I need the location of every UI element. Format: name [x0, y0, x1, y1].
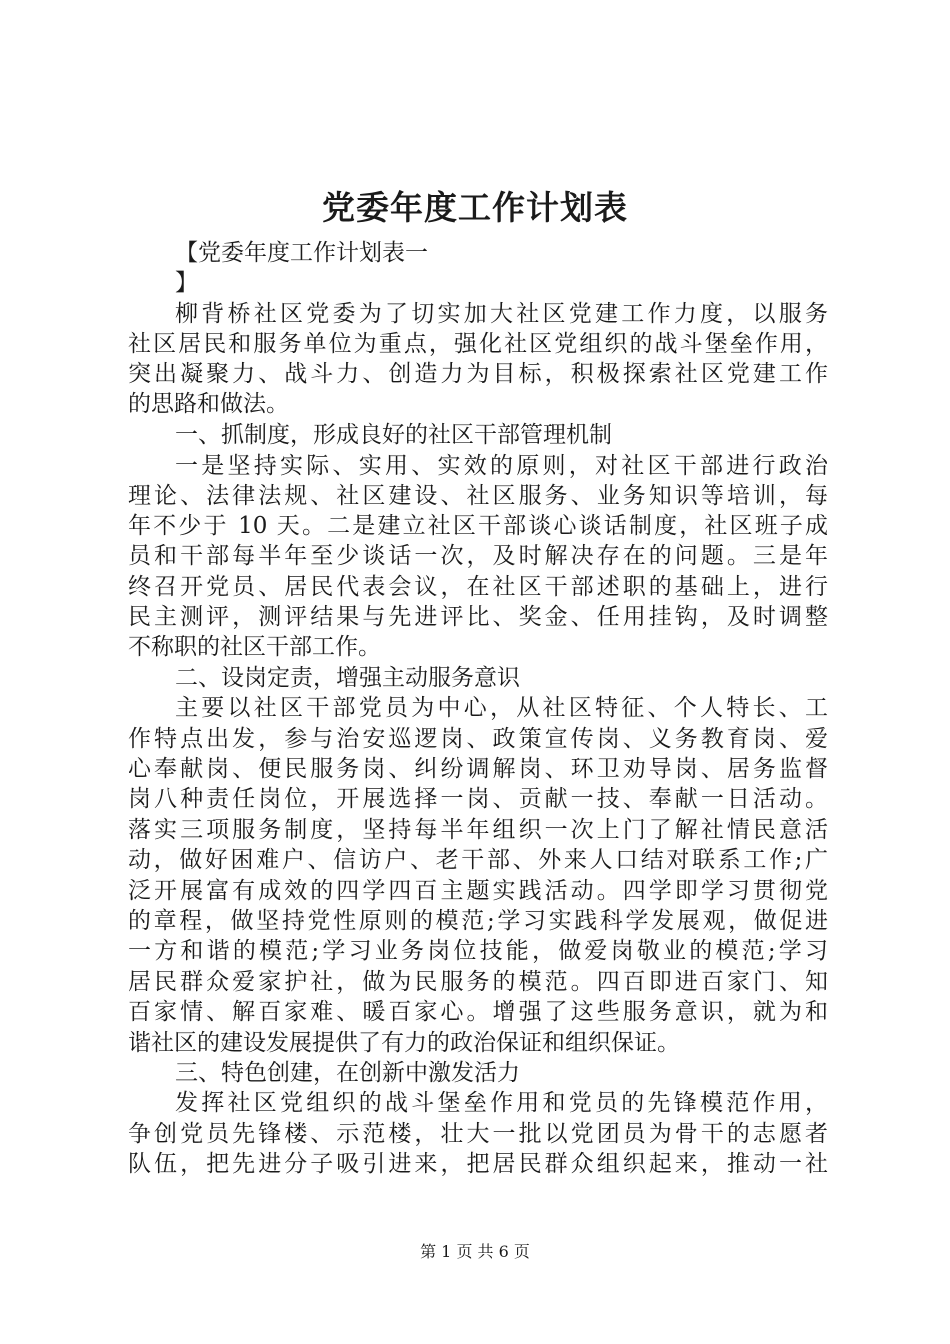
subtitle-line: 】: [175, 270, 198, 296]
paragraph-line: 争创党员先锋楼、示范楼，壮大一批以党团员为骨干的志愿者: [128, 1121, 828, 1147]
paragraph-line: 泛开展富有成效的四学四百主题实践活动。四学即学习贯彻党: [128, 878, 828, 904]
paragraph-line: 的思路和做法。: [128, 391, 289, 417]
section-heading: 一、抓制度，形成良好的社区干部管理机制: [175, 422, 612, 448]
paragraph-line: 一方和谐的模范;学习业务岗位技能，做爱岗敬业的模范;学习: [128, 938, 828, 964]
paragraph-line: 民主测评，测评结果与先进评比、奖金、任用挂钩，及时调整: [128, 604, 828, 630]
paragraph-line: 柳背桥社区党委为了切实加大社区党建工作力度，以服务: [175, 301, 828, 327]
paragraph-line: 心奉献岗、便民服务岗、纠纷调解岗、环卫劝导岗、居务监督: [128, 756, 828, 782]
section-heading: 二、设岗定责，增强主动服务意识: [175, 665, 520, 691]
paragraph-line: 员和干部每半年至少谈话一次，及时解决存在的问题。三是年: [128, 543, 828, 569]
paragraph-line: 居民群众爱家护社，做为民服务的模范。四百即进百家门、知: [128, 969, 828, 995]
paragraph-line: 理论、法律法规、社区建设、社区服务、业务知识等培训，每: [128, 483, 828, 509]
paragraph-line: 不称职的社区干部工作。: [128, 634, 381, 660]
page-footer: 第 1 页 共 6 页: [420, 1242, 530, 1261]
paragraph-line: 的章程，做坚持党性原则的模范;学习实践科学发展观，做促进: [128, 908, 828, 934]
page-title: 党委年度工作计划表: [322, 188, 628, 227]
paragraph-line: 一是坚持实际、实用、实效的原则，对社区干部进行政治: [175, 453, 828, 479]
paragraph-line: 终召开党员、居民代表会议，在社区干部述职的基础上，进行: [128, 574, 828, 600]
paragraph-line: 主要以社区干部党员为中心，从社区特征、个人特长、工: [175, 695, 828, 721]
section-heading: 三、特色创建，在创新中激发活力: [175, 1060, 520, 1086]
paragraph-line: 岗八种责任岗位，开展选择一岗、贡献一技、奉献一日活动。: [128, 786, 828, 812]
paragraph-line: 发挥社区党组织的战斗堡垒作用和党员的先锋模范作用，: [175, 1090, 828, 1116]
subtitle-line: 【党委年度工作计划表一: [175, 240, 428, 266]
paragraph-line: 队伍，把先进分子吸引进来，把居民群众组织起来，推动一社: [128, 1151, 828, 1177]
paragraph-line: 落实三项服务制度，坚持每半年组织一次上门了解社情民意活: [128, 817, 828, 843]
paragraph-line: 动，做好困难户、信访户、老干部、外来人口结对联系工作;广: [128, 847, 828, 873]
paragraph-line: 百家情、解百家难、暖百家心。增强了这些服务意识，就为和: [128, 999, 828, 1025]
paragraph-line: 作特点出发，参与治安巡逻岗、政策宣传岗、义务教育岗、爱: [128, 726, 828, 752]
paragraph-line: 谐社区的建设发展提供了有力的政治保证和组织保证。: [128, 1030, 680, 1056]
paragraph-line: 社区居民和服务单位为重点，强化社区党组织的战斗堡垒作用，: [128, 331, 828, 357]
paragraph-line: 突出凝聚力、战斗力、创造力为目标，积极探索社区党建工作: [128, 361, 828, 387]
paragraph-line: 年不少于 10 天。二是建立社区干部谈心谈话制度，社区班子成: [128, 513, 828, 539]
